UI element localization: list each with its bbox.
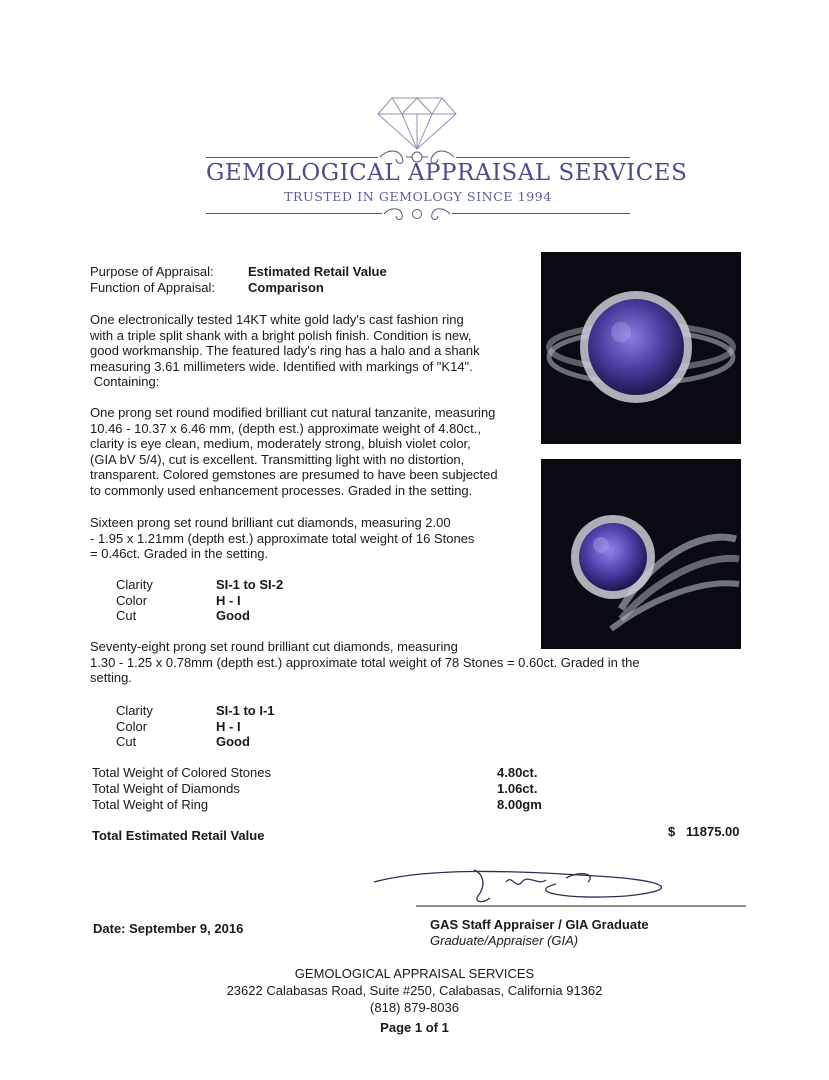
diamonds-1-description: Sixteen prong set round brilliant cut diamonds, measuring 2.00 - 1.95 x 1.21mm (depth est.) approximate total weight of 16 Stones = 0.46ct. Graded in the setting. [90, 515, 475, 562]
tanzanite-description: One prong set round modified brilliant cut natural tanzanite, measuring 10.46 - 10.37 x 6.46 mm, (depth est.) approximate weight of 4.80ct., clarity is eye clean, medium, moderately strong, bluish violet color, (GIA bV 5/4), cut is excellent. Transmitting light with no distortion, transparent. Colored gemstones are presumed to have been subjected to commonly used enhancement processes. Graded in the setting. [90, 405, 498, 498]
appraiser-title: GAS Staff Appraiser / GIA Graduate [430, 917, 649, 932]
footer-phone: (818) 879-8036 [370, 1000, 459, 1015]
appraisal-date: Date: September 9, 2016 [93, 921, 244, 936]
function-label: Function of Appraisal: [90, 280, 216, 295]
total-value: 8.00gm [497, 797, 542, 812]
diamonds-2-description: Seventy-eight prong set round brilliant cut diamonds, measuring 1.30 - 1.25 x 0.78mm (depth est.) approximate total weight of 78 Stones = 0.60ct. Graded in the setting. [90, 639, 640, 686]
function-value: Comparison [248, 280, 324, 295]
header-top-rule [206, 157, 378, 158]
scroll-ornament-icon [382, 204, 452, 224]
retail-currency: $ [668, 824, 676, 839]
grade-value: H - I [216, 718, 241, 734]
total-value: 1.06ct. [497, 781, 538, 796]
grade-value: SI-1 to SI-2 [216, 577, 284, 592]
footer-address: 23622 Calabasas Road, Suite #250, Calabasas, California 91362 [226, 983, 603, 998]
header-bottom-rule [206, 213, 382, 214]
ring-photo-bottom [541, 459, 741, 649]
grade-value: Good [216, 734, 250, 750]
retail-amount: 11875.00 [686, 824, 740, 839]
total-label: Total Weight of Colored Stones [92, 765, 271, 780]
signature-icon [366, 860, 746, 910]
grade-value: H - I [216, 592, 241, 608]
diamond-logo-icon [374, 92, 460, 152]
ring-photo-top [541, 252, 741, 444]
retail-value-label: Total Estimated Retail Value [92, 828, 265, 843]
page-number: Page 1 of 1 [380, 1020, 449, 1035]
grade-value: Good [216, 608, 250, 624]
grade-label: Clarity [116, 703, 153, 718]
grade-label: Color [116, 718, 148, 734]
appraiser-subtitle: Graduate/Appraiser (GIA) [430, 933, 579, 948]
diamonds-2-grades [116, 703, 275, 750]
total-label: Total Weight of Ring [92, 797, 209, 812]
company-name: GEMOLOGICAL APPRAISAL SERVICES [206, 160, 688, 186]
total-label: Total Weight of Diamonds [92, 781, 240, 796]
grade-label: Color [116, 592, 148, 608]
header-top-rule [456, 157, 630, 158]
footer-company: GEMOLOGICAL APPRAISAL SERVICES [294, 966, 535, 981]
totals-table [92, 765, 542, 813]
company-tagline: TRUSTED IN GEMOLOGY SINCE 1994 [284, 189, 552, 204]
grade-label: Clarity [116, 577, 153, 592]
grade-label: Cut [116, 608, 137, 624]
purpose-label: Purpose of Appraisal: [90, 264, 214, 279]
grade-value: SI-1 to I-1 [216, 703, 275, 718]
header-bottom-rule [452, 213, 630, 214]
total-value: 4.80ct. [497, 765, 538, 780]
diamonds-1-grades [116, 577, 283, 624]
grade-label: Cut [116, 734, 137, 750]
ring-description: One electronically tested 14KT white gold lady's cast fashion ring with a triple split shank with a bright polish finish. Condition is new, good workmanship. The featured lady's ring has a halo and a shank measuring 3.61 millimeters wide. Identified with markings of "K14". Containing: [90, 312, 480, 390]
purpose-value: Estimated Retail Value [248, 264, 387, 279]
